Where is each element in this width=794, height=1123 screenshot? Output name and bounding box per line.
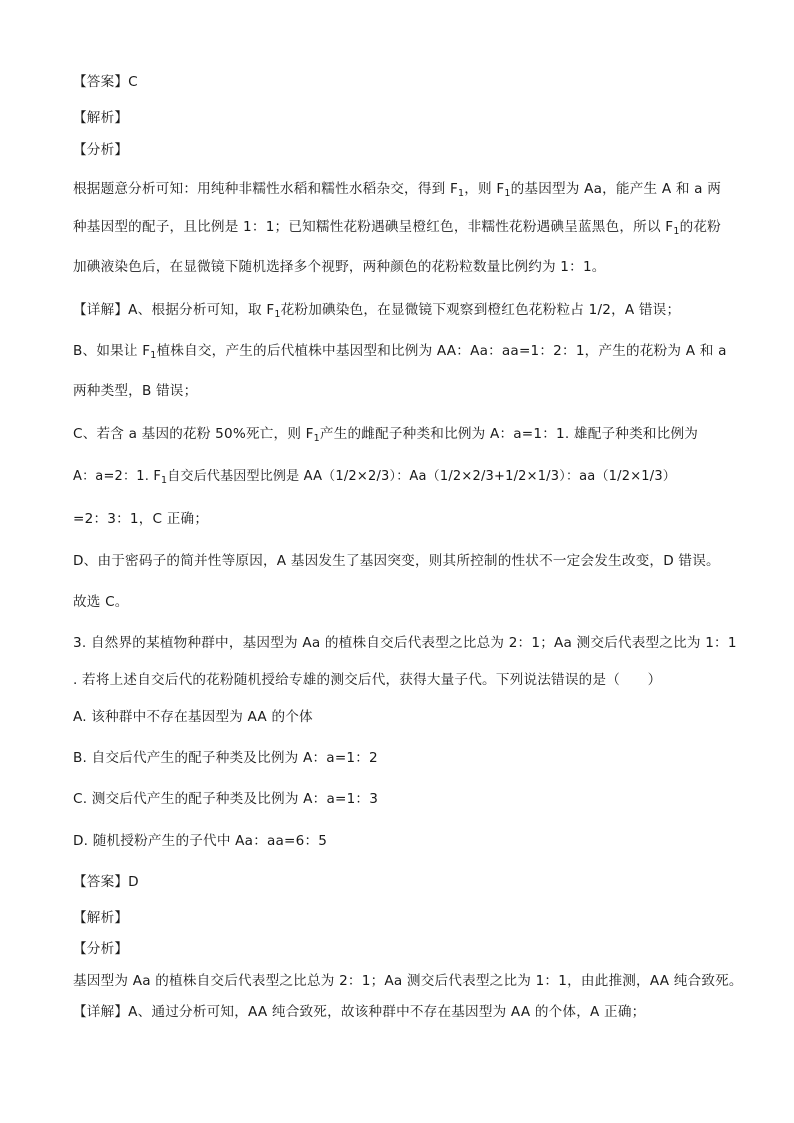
analysis-heading-q3: 【解析】 [73, 910, 129, 926]
text-segment: 的花粉 [679, 219, 721, 235]
analysis-heading-q2: 【解析】 [73, 110, 129, 126]
text-segment: 花粉加碘染色，在显微镜下观察到橙红色花粉粒占 1/2，A 错误； [280, 302, 681, 318]
fenxi-heading-q2: 【分析】 [73, 142, 129, 158]
text-segment: 自交后代基因型比例是 AA（1/2×2/3）：Aa（1/2×2/3+1/2×1/3）：aa（1/2×1/3） [167, 469, 677, 484]
text-segment: 种基因型的配子，且比例是 1：1；已知糯性花粉遇碘呈橙红色，非糯性花粉遇碘呈蓝黑色，所以 F [73, 219, 674, 235]
subscript: 1 [274, 309, 281, 320]
detail-d-line: D、由于密码子的简并性等原因，A 基因发生了基因突变，则其所控制的性状不一定会发生改变，D 错误。 [73, 553, 720, 569]
detail-b-line-1 [73, 342, 773, 360]
text-segment: A：a=2：1. F [73, 469, 162, 484]
question-3-stem-line-2: . 若将上述自交后代的花粉随机授给专雄的测交后代，获得大量子代。下列说法错误的是（ ） [73, 672, 662, 688]
text-segment: B、如果让 F [73, 343, 151, 359]
detail-c-line-2 [73, 468, 773, 486]
detail-a-line [73, 301, 773, 319]
subscript: 1 [504, 188, 511, 199]
subscript: 1 [457, 188, 465, 199]
text-segment: 【详解】A、根据分析可知，取 F [73, 302, 275, 318]
text-segment: C、若含 a 基因的花粉 50%死亡，则 F [73, 426, 314, 442]
subscript: 1 [150, 350, 157, 361]
detail-c-line-1 [73, 425, 773, 443]
option-c: C. 测交后代产生的配子种类及比例为 A：a=1：3 [73, 791, 379, 807]
fenxi-heading-q3: 【分析】 [73, 941, 129, 957]
analysis-q3: 基因型为 Aa 的植株自交后代表型之比总为 2：1；Aa 测交后代表型之比为 1：1，由此推测，AA 纯合致死。 [73, 973, 743, 989]
subscript: 1 [161, 475, 168, 486]
conclusion-q2: 故选 C。 [73, 594, 129, 610]
text-segment: 植株自交，产生的后代植株中基因型和比例为 AA：Aa：aa=1：2：1，产生的花粉为 A 和 a [156, 343, 727, 359]
detail-c-line-3: =2：3：1，C 正确； [73, 511, 209, 527]
analysis-line-1 [73, 180, 773, 198]
text-segment: 产生的雌配子种类和比例为 A：a=1：1. 雄配子种类和比例为 [319, 426, 699, 442]
option-d: D. 随机授粉产生的子代中 Aa：aa=6：5 [73, 833, 328, 849]
text-segment: 的基因型为 Aa，能产生 A 和 a 两 [510, 181, 722, 197]
subscript: 1 [673, 226, 680, 237]
option-a: A. 该种群中不存在基因型为 AA 的个体 [73, 709, 313, 725]
detail-b-line-2: 两种类型，B 错误； [73, 383, 198, 399]
answer-label-q2: 【答案】C [73, 74, 138, 90]
analysis-line-3: 加碘液染色后，在显微镜下随机选择多个视野，两种颜色的花粉粒数量比例约为 1：1。 [73, 259, 606, 275]
option-b: B. 自交后代产生的配子种类及比例为 A：a=1：2 [73, 750, 378, 766]
analysis-line-2 [73, 218, 773, 236]
text-segment: 根据题意分析可知：用纯种非糯性水稻和糯性水稻杂交，得到 F [73, 181, 458, 197]
detail-a-q3: 【详解】A、通过分析可知，AA 纯合致死，故该种群中不存在基因型为 AA 的个体，A 正确； [73, 1004, 646, 1020]
answer-label-q3: 【答案】D [73, 874, 139, 890]
text-segment: ，则 F [464, 181, 505, 197]
subscript: 1 [313, 433, 320, 444]
question-3-stem-line-1: 3. 自然界的某植物种群中，基因型为 Aa 的植株自交后代表型之比总为 2：1；Aa 测交后代表型之比为 1：1 [73, 635, 737, 651]
